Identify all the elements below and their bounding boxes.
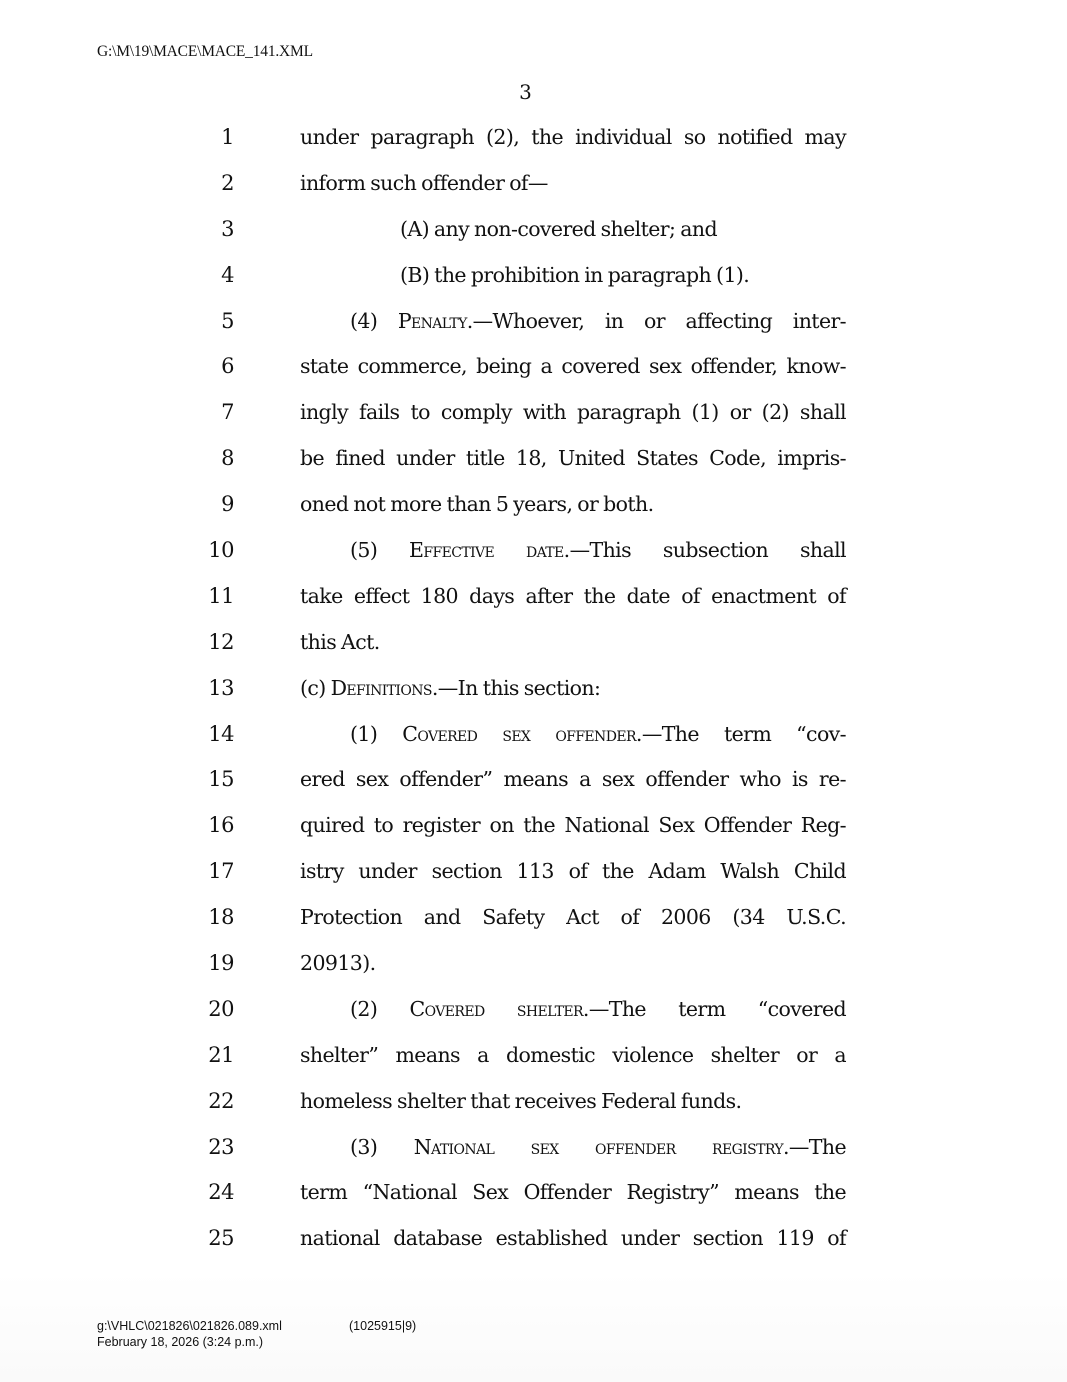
page-number: 3 (519, 80, 532, 104)
bill-line (0, 389, 1067, 435)
text-run: under paragraph (2), the individual so notified may (300, 124, 846, 149)
line-text (300, 1043, 846, 1067)
line-text (350, 1135, 846, 1159)
text-run: (3) (350, 1134, 414, 1159)
line-text (300, 951, 846, 975)
line-text (300, 125, 846, 149)
text-run: take effect 180 days after the date of enactment of (300, 583, 846, 608)
line-number: 23 (208, 1134, 234, 1159)
text-run: Protection and Safety Act of 2006 (34 U.S.C. (300, 905, 846, 930)
text-run: 20913). (300, 950, 376, 975)
line-text (300, 859, 846, 883)
line-text (300, 400, 846, 424)
line-number: 8 (221, 446, 234, 471)
line-number: 21 (208, 1042, 234, 1067)
line-number: 6 (221, 354, 234, 379)
bill-line (0, 940, 1067, 986)
line-number: 7 (221, 400, 234, 425)
text-run: homeless shelter that receives Federal funds. (300, 1088, 742, 1113)
bill-line (0, 252, 1067, 298)
footer-doc-id: (1025915|9) (349, 1319, 417, 1333)
section-heading: National sex offender registry. (413, 1134, 789, 1159)
line-text (300, 813, 846, 837)
text-run: quired to register on the National Sex Offender Reg- (300, 813, 846, 838)
line-number: 5 (221, 308, 234, 333)
line-text (400, 263, 846, 287)
text-run: (A) any non-covered shelter; and (400, 216, 717, 241)
line-number: 24 (208, 1180, 234, 1205)
line-number: 9 (221, 492, 234, 517)
bill-line (0, 481, 1067, 527)
line-number: 14 (208, 721, 234, 746)
line-text (300, 767, 846, 791)
bill-line (0, 619, 1067, 665)
text-run: —The (788, 1134, 846, 1159)
bill-line (0, 848, 1067, 894)
line-number: 3 (221, 216, 234, 241)
text-run: be fined under title 18, United States Code, impris- (300, 446, 846, 471)
bill-line (0, 527, 1067, 573)
text-run: state commerce, being a covered sex offender, know- (300, 354, 846, 379)
line-text (300, 1226, 846, 1250)
section-heading: Effective date. (409, 537, 570, 562)
text-run: —Whoever, in or affecting inter- (472, 308, 847, 333)
text-run: (1) (350, 721, 403, 746)
bill-line (0, 343, 1067, 389)
line-text (300, 354, 846, 378)
line-number: 13 (208, 675, 234, 700)
bill-line (0, 756, 1067, 802)
text-run: istry under section 113 of the Adam Walsh Child (300, 859, 846, 884)
bill-line (0, 986, 1067, 1032)
text-run: —The term “cov- (641, 721, 846, 746)
line-number: 12 (208, 629, 234, 654)
line-number: 1 (221, 124, 234, 149)
bill-line (0, 1124, 1067, 1170)
line-text (300, 1089, 846, 1113)
bill-text-body (0, 114, 1067, 1261)
line-text (300, 905, 846, 929)
text-run: (5) (350, 537, 410, 562)
line-number: 17 (208, 859, 234, 884)
section-heading: Penalty. (397, 308, 473, 333)
footer-date: February 18, 2026 (3:24 p.m.) (97, 1335, 264, 1349)
line-text (350, 722, 846, 746)
line-text (300, 446, 846, 470)
text-run: —In this section: (437, 675, 601, 700)
bill-line (0, 1169, 1067, 1215)
line-number: 2 (221, 170, 234, 195)
bill-line (0, 573, 1067, 619)
bill-line (0, 894, 1067, 940)
line-number: 11 (208, 583, 234, 608)
bill-line (0, 298, 1067, 344)
bill-line (0, 1078, 1067, 1124)
text-run: ered sex offender” means a sex offender who is re- (300, 767, 846, 792)
text-run: (2) (350, 996, 410, 1021)
bill-line (0, 435, 1067, 481)
text-run: this Act. (300, 629, 380, 654)
text-run: —The term “covered (588, 996, 846, 1021)
bill-line (0, 114, 1067, 160)
text-run: (B) the prohibition in paragraph (1). (400, 262, 750, 287)
text-run: term “National Sex Offender Registry” means the (300, 1180, 846, 1205)
header-file-path: G:\M\19\MACE\MACE_141.XML (97, 43, 313, 60)
footer-file-path: g:\VHLC\021826\021826.089.xml (97, 1319, 282, 1333)
footer (97, 1318, 416, 1350)
line-text (350, 997, 846, 1021)
bill-line (0, 1215, 1067, 1261)
bill-line (0, 665, 1067, 711)
bill-line (0, 802, 1067, 848)
line-number: 22 (208, 1088, 234, 1113)
bill-line (0, 1032, 1067, 1078)
text-run: ingly fails to comply with paragraph (1) or (2) shall (300, 400, 846, 425)
text-run: oned not more than 5 years, or both. (300, 492, 654, 517)
text-run: (c) (300, 675, 331, 700)
section-heading: Covered shelter. (409, 996, 589, 1021)
line-text (300, 676, 846, 700)
text-run: (4) (350, 308, 398, 333)
bill-line (0, 206, 1067, 252)
line-text (300, 492, 846, 516)
line-number: 10 (208, 537, 234, 562)
line-number: 4 (221, 262, 234, 287)
bill-line (0, 160, 1067, 206)
line-text (300, 171, 846, 195)
line-number: 15 (208, 767, 234, 792)
line-number: 20 (208, 996, 234, 1021)
line-text (350, 538, 846, 562)
line-text (400, 217, 846, 241)
text-run: —This subsection shall (569, 537, 846, 562)
line-number: 19 (208, 950, 234, 975)
line-text (300, 584, 846, 608)
line-number: 18 (208, 905, 234, 930)
text-run: inform such offender of— (300, 170, 548, 195)
line-number: 25 (208, 1226, 234, 1251)
section-heading: Definitions. (330, 675, 438, 700)
line-text (350, 309, 846, 333)
section-heading: Covered sex offender. (402, 721, 642, 746)
line-text (300, 1180, 846, 1204)
line-text (300, 630, 846, 654)
bill-line (0, 711, 1067, 757)
line-number: 16 (208, 813, 234, 838)
text-run: national database established under section 119 of (300, 1226, 846, 1251)
text-run: shelter” means a domestic violence shelter or a (300, 1042, 846, 1067)
